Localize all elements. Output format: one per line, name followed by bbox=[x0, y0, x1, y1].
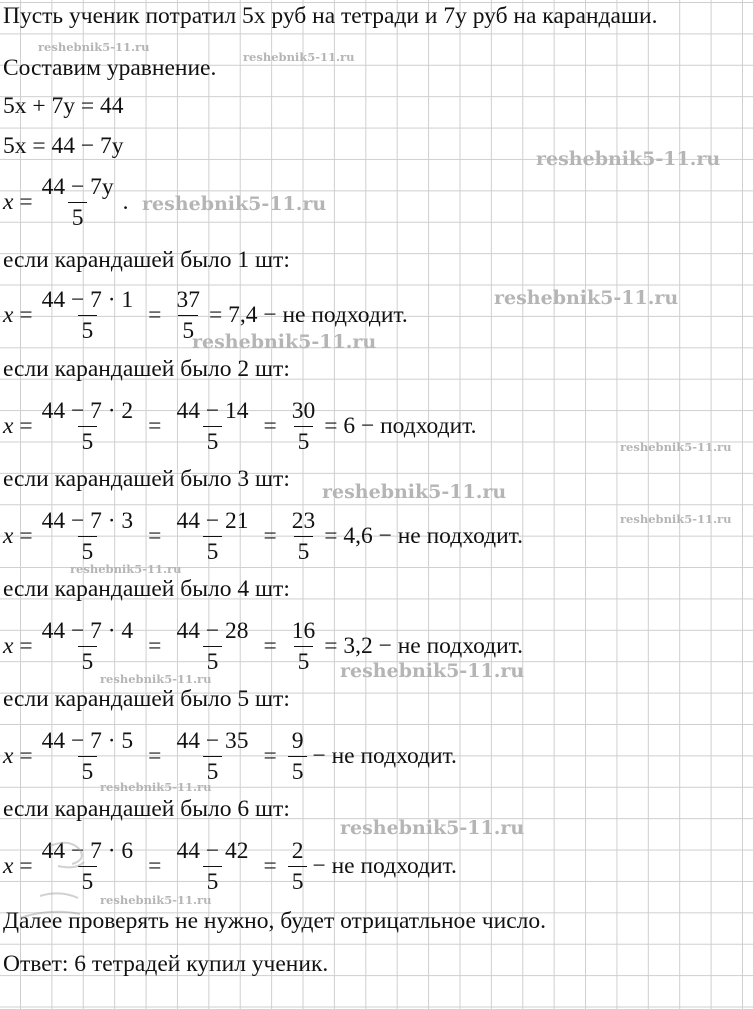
watermark: reshebnik5-11.ru bbox=[100, 780, 212, 794]
fraction-denominator: 5 bbox=[203, 646, 223, 677]
watermark: reshebnik5-11.ru bbox=[536, 148, 721, 170]
case-1-label: если карандашей было 1 шт: bbox=[3, 247, 290, 273]
fraction-denominator: 5 bbox=[203, 866, 223, 897]
fraction-numerator: 44 − 7 · 2 bbox=[41, 397, 134, 424]
x-lhs: x = bbox=[3, 852, 33, 879]
watermark: reshebnik5-11.ru bbox=[70, 562, 182, 576]
fraction-denominator: 5 bbox=[68, 202, 88, 233]
fraction-numerator: 16 bbox=[291, 617, 316, 644]
fraction-numerator: 44 − 7 · 1 bbox=[41, 286, 134, 313]
case-5-label: если карандашей было 5 шт: bbox=[3, 686, 290, 712]
fraction-c bbox=[288, 506, 320, 567]
fraction-numerator: 23 bbox=[291, 507, 316, 534]
fraction-general bbox=[38, 172, 118, 233]
intro-text: Пусть ученик потратил 5x руб на тетради и 7y руб на карандаши. bbox=[3, 3, 658, 29]
case-3-label: если карандашей было 3 шт: bbox=[3, 466, 290, 492]
x-lhs: x = bbox=[3, 522, 33, 549]
fraction-c bbox=[288, 616, 320, 677]
case-2-label: если карандашей было 2 шт: bbox=[3, 356, 290, 382]
fraction-numerator: 44 − 7 · 3 bbox=[41, 507, 134, 534]
case-2-equation bbox=[3, 386, 477, 466]
fraction-numerator: 44 − 35 bbox=[176, 727, 249, 754]
fraction-b bbox=[172, 396, 252, 457]
watermark: reshebnik5-11.ru bbox=[494, 287, 679, 309]
case-6-label: если карандашей было 6 шт: bbox=[3, 796, 290, 822]
equals-sign: = bbox=[148, 742, 162, 769]
equals-sign: = bbox=[148, 522, 162, 549]
fraction-numerator: 44 − 14 bbox=[176, 397, 249, 424]
equals-sign: = bbox=[148, 852, 162, 879]
result-text: = 4,6 − не подходит. bbox=[324, 522, 524, 549]
fraction-denominator: 5 bbox=[288, 756, 308, 787]
watermark: reshebnik5-11.ru bbox=[38, 40, 150, 54]
fraction-denominator: 5 bbox=[203, 536, 223, 567]
fraction-a bbox=[38, 836, 138, 897]
fraction-numerator: 37 bbox=[176, 286, 200, 313]
fraction-numerator: 44 − 7y bbox=[41, 173, 114, 200]
compose-text: Составим уравнение. bbox=[3, 55, 217, 81]
case-4-equation bbox=[3, 606, 523, 686]
fraction-b bbox=[172, 285, 204, 346]
watermark: reshebnik5-11.ru bbox=[142, 193, 327, 215]
fraction-c bbox=[288, 836, 308, 897]
fraction-b bbox=[172, 836, 252, 897]
watermark: reshebnik5-11.ru bbox=[340, 660, 525, 682]
x-lhs: x = bbox=[3, 742, 33, 769]
equation-tail: . bbox=[122, 188, 129, 215]
fraction-denominator: 5 bbox=[203, 426, 223, 457]
fraction-denominator: 5 bbox=[294, 426, 314, 457]
watermark: reshebnik5-11.ru bbox=[192, 331, 377, 353]
case-6-equation bbox=[3, 826, 457, 906]
watermark: reshebnik5-11.ru bbox=[620, 512, 732, 526]
fraction-b bbox=[172, 726, 252, 787]
case-4-label: если карандашей было 4 шт: bbox=[3, 576, 290, 602]
fraction-c bbox=[288, 726, 308, 787]
fraction-numerator: 2 bbox=[291, 837, 304, 864]
fraction-denominator: 5 bbox=[78, 426, 98, 457]
fraction-denominator: 5 bbox=[78, 646, 98, 677]
watermark: reshebnik5-11.ru bbox=[243, 50, 355, 64]
equals-sign: = bbox=[263, 742, 277, 769]
fraction-numerator: 44 − 7 · 5 bbox=[41, 727, 134, 754]
answer-text: Ответ: 6 тетрадей купил ученик. bbox=[3, 951, 329, 977]
fraction-numerator: 44 − 7 · 4 bbox=[41, 617, 134, 644]
fraction-numerator: 30 bbox=[291, 397, 316, 424]
watermark: reshebnik5-11.ru bbox=[322, 481, 507, 503]
equals-sign: = bbox=[148, 301, 162, 328]
case-3-equation bbox=[3, 496, 523, 576]
watermark: reshebnik5-11.ru bbox=[340, 817, 525, 839]
fraction-denominator: 5 bbox=[78, 866, 98, 897]
result-text: − не подходит. bbox=[312, 852, 457, 879]
equals-sign: = bbox=[263, 412, 277, 439]
equals-sign: = bbox=[148, 412, 162, 439]
fraction-numerator: 44 − 7 · 6 bbox=[41, 837, 134, 864]
fraction-denominator: 5 bbox=[203, 756, 223, 787]
watermark: reshebnik5-11.ru bbox=[100, 672, 212, 686]
equals-sign: = bbox=[148, 632, 162, 659]
fraction-a bbox=[38, 285, 138, 346]
fraction-denominator: 5 bbox=[78, 315, 98, 346]
case-1-equation bbox=[3, 275, 408, 355]
fraction-denominator: 5 bbox=[294, 646, 314, 677]
fraction-numerator: 44 − 42 bbox=[176, 837, 249, 864]
equals-sign: = bbox=[263, 632, 277, 659]
fraction-a bbox=[38, 506, 138, 567]
equals-sign: = bbox=[263, 522, 277, 549]
fraction-denominator: 5 bbox=[288, 866, 308, 897]
fraction-numerator: 44 − 28 bbox=[176, 617, 249, 644]
equation-1: 5x + 7y = 44 bbox=[3, 93, 124, 119]
fraction-a bbox=[38, 396, 138, 457]
equals-sign: = bbox=[263, 852, 277, 879]
equation-x-general bbox=[3, 162, 128, 242]
fraction-denominator: 5 bbox=[78, 536, 98, 567]
fraction-b bbox=[172, 506, 252, 567]
result-text: − не подходит. bbox=[312, 742, 457, 769]
fraction-c bbox=[288, 396, 320, 457]
watermark: reshebnik5-11.ru bbox=[100, 893, 212, 907]
x-lhs: x = bbox=[3, 188, 33, 215]
result-text: = 7,4 − не подходит. bbox=[208, 301, 408, 328]
fraction-denominator: 5 bbox=[294, 536, 314, 567]
fraction-a bbox=[38, 616, 138, 677]
fraction-a bbox=[38, 726, 138, 787]
conclusion-text: Далее проверять не нужно, будет отрицатльное число. bbox=[3, 908, 547, 934]
fraction-numerator: 44 − 21 bbox=[176, 507, 249, 534]
result-text: = 3,2 − не подходит. bbox=[324, 632, 524, 659]
x-lhs: x = bbox=[3, 412, 33, 439]
case-5-equation bbox=[3, 716, 457, 796]
fraction-denominator: 5 bbox=[178, 315, 198, 346]
x-lhs: x = bbox=[3, 301, 33, 328]
x-lhs: x = bbox=[3, 632, 33, 659]
fraction-b bbox=[172, 616, 252, 677]
watermark: reshebnik5-11.ru bbox=[620, 440, 732, 454]
equation-2: 5x = 44 − 7y bbox=[3, 133, 124, 159]
result-text: = 6 − подходит. bbox=[324, 412, 477, 439]
fraction-numerator: 9 bbox=[291, 727, 304, 754]
fraction-denominator: 5 bbox=[78, 756, 98, 787]
